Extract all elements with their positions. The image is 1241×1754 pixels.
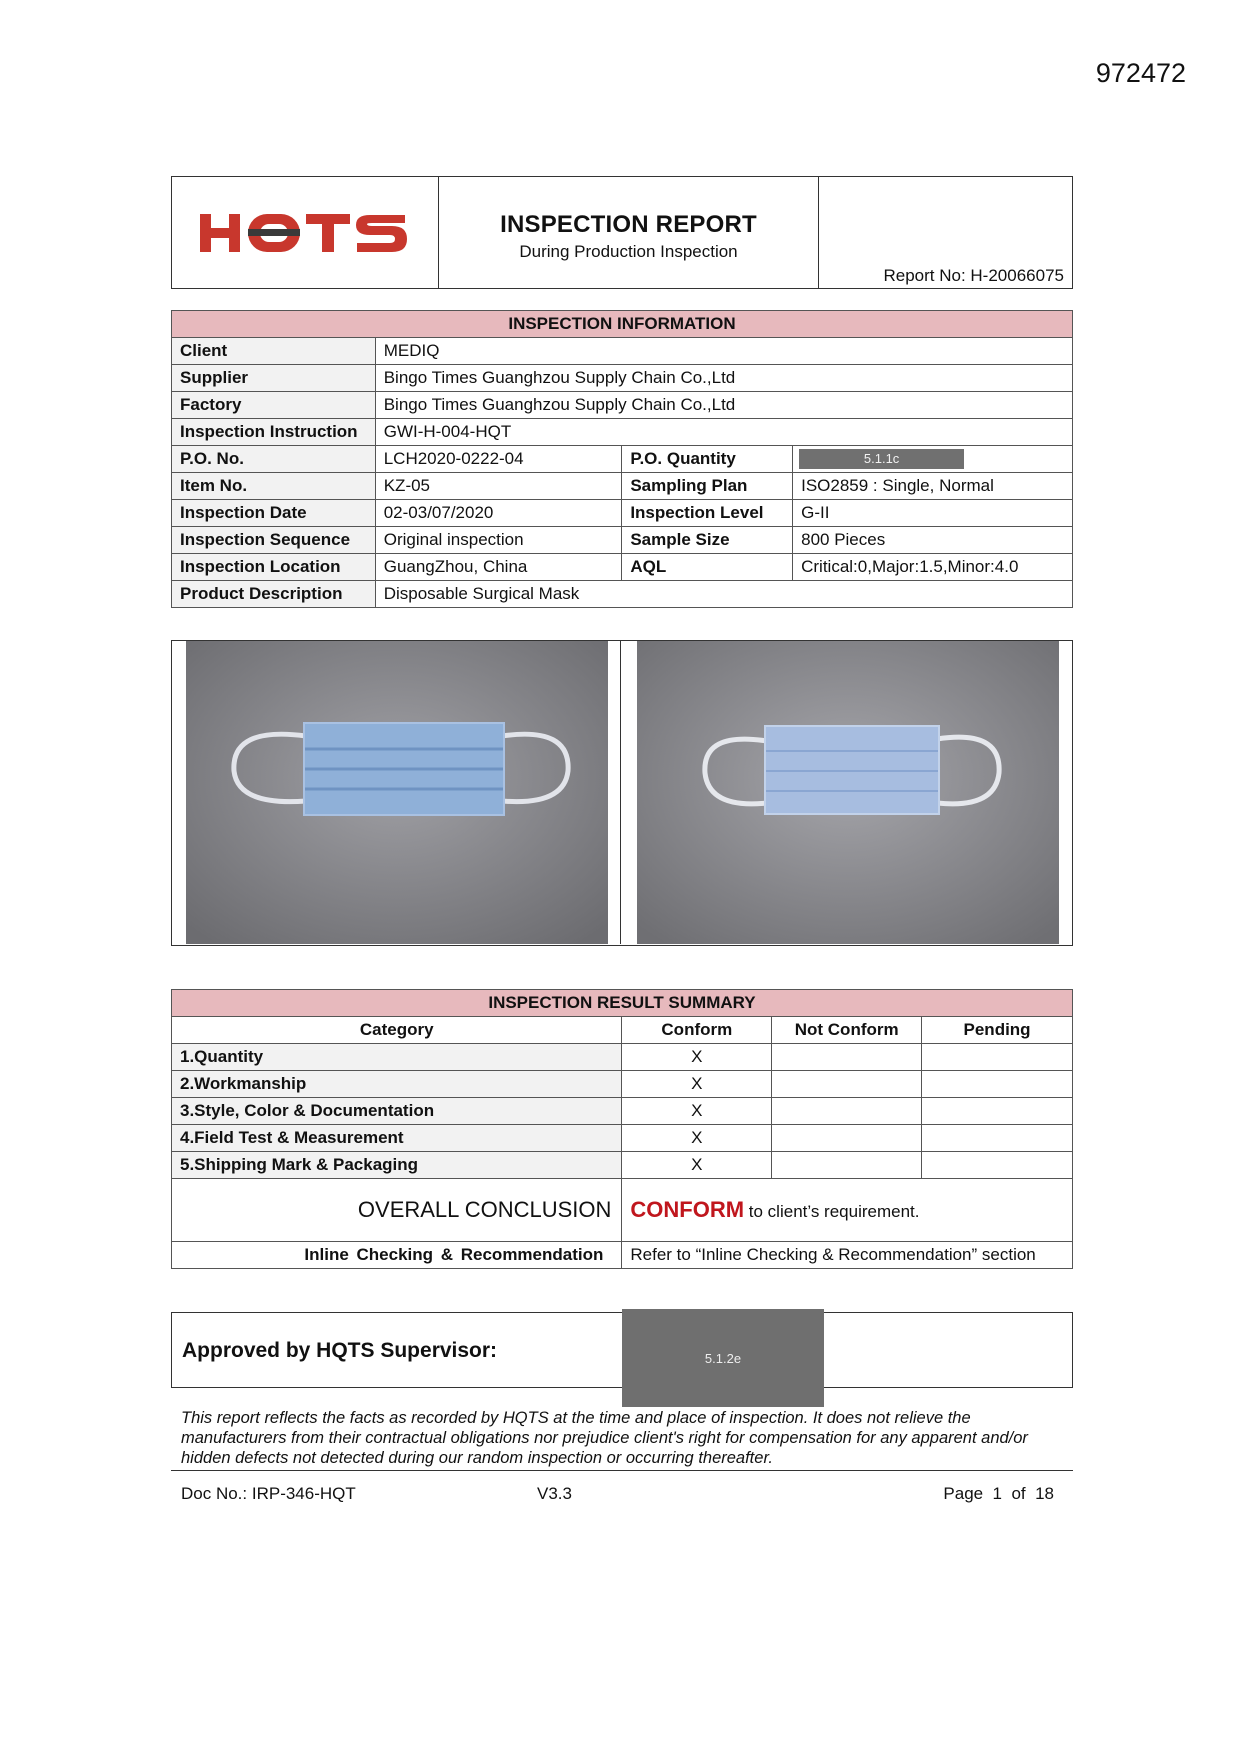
result-summary-table (171, 989, 1073, 1269)
not-conform-cell (772, 1098, 922, 1125)
result-summary-band: INSPECTION RESULT SUMMARY (172, 990, 1073, 1017)
report-number-cell (819, 177, 1072, 288)
inspection-sequence-value: Original inspection (375, 527, 622, 554)
sample-size-value: 800 Pieces (793, 527, 1073, 554)
category-cell: 5.Shipping Mark & Packaging (172, 1152, 622, 1179)
report-number: Report No: H-20066075 (883, 266, 1064, 285)
not-conform-cell (772, 1044, 922, 1071)
po-label: P.O. No. (172, 446, 376, 473)
pending-cell (922, 1044, 1073, 1071)
approval-label: Approved by HQTS Supervisor: (182, 1339, 498, 1362)
report-header (171, 176, 1073, 289)
table-row (172, 1098, 1073, 1125)
category-cell: 3.Style, Color & Documentation (172, 1098, 622, 1125)
doc-number: Doc No.: IRP-346-HQT (181, 1484, 356, 1503)
po-quantity-label: P.O. Quantity (622, 446, 793, 473)
inspection-information-table (171, 310, 1073, 608)
sampling-plan-label: Sampling Plan (622, 473, 793, 500)
product-description-label: Product Description (172, 581, 376, 608)
sample-size-label: Sample Size (622, 527, 793, 554)
overall-result-text: to client’s requirement. (748, 1202, 920, 1221)
pending-cell (922, 1152, 1073, 1179)
conform-cell: X (622, 1152, 772, 1179)
aql-label: AQL (622, 554, 793, 581)
sampling-plan-value: ISO2859 : Single, Normal (793, 473, 1073, 500)
factory-label: Factory (172, 392, 376, 419)
client-value: MEDIQ (375, 338, 1072, 365)
client-label: Client (172, 338, 376, 365)
inspection-level-label: Inspection Level (622, 500, 793, 527)
conform-cell: X (622, 1125, 772, 1152)
category-cell: 2.Workmanship (172, 1071, 622, 1098)
not-conform-cell (772, 1071, 922, 1098)
product-description-value: Disposable Surgical Mask (375, 581, 1072, 608)
inspection-level-value: G-II (793, 500, 1073, 527)
product-photos (171, 640, 1073, 946)
inspection-information-band: INSPECTION INFORMATION (172, 311, 1073, 338)
overall-conclusion-value (622, 1179, 1073, 1242)
conform-cell: X (622, 1044, 772, 1071)
pending-cell (922, 1071, 1073, 1098)
disclaimer-text: This report reflects the facts as recorded by HQTS at the time and place of inspection. It does not relieve the manufacturers from their contractual obligations nor prejudice client's right for compensation for any apparent and/or hidden defects not detected during our random inspection or occurring thereafter. (181, 1409, 1028, 1467)
footer-rule (171, 1470, 1073, 1471)
instruction-label: Inspection Instruction (172, 419, 376, 446)
page-number: Page 1 of 18 (943, 1484, 1054, 1503)
col-pending-header: Pending (922, 1017, 1073, 1044)
col-conform-header: Conform (622, 1017, 772, 1044)
inline-checking-label: Inline Checking & Recommendation (172, 1242, 622, 1269)
inspection-date-value: 02-03/07/2020 (375, 500, 622, 527)
inline-checking-value: Refer to “Inline Checking & Recommendation” section (622, 1242, 1073, 1269)
factory-value: Bingo Times Guanghzou Supply Chain Co.,Ltd (375, 392, 1072, 419)
po-quantity-cell (793, 446, 1073, 473)
table-row (172, 1044, 1073, 1071)
overall-conclusion-label: OVERALL CONCLUSION (172, 1179, 622, 1242)
not-conform-cell (772, 1125, 922, 1152)
table-row (172, 1152, 1073, 1179)
category-cell: 1.Quantity (172, 1044, 622, 1071)
photo-divider (620, 641, 621, 944)
item-label: Item No. (172, 473, 376, 500)
mask-photo-front (186, 641, 608, 944)
table-row (172, 1071, 1073, 1098)
doc-version: V3.3 (537, 1484, 572, 1503)
not-conform-cell (772, 1152, 922, 1179)
inspection-location-value: GuangZhou, China (375, 554, 622, 581)
supplier-value: Bingo Times Guanghzou Supply Chain Co.,Ltd (375, 365, 1072, 392)
mask-photo-back (637, 641, 1059, 944)
overall-result: CONFORM (630, 1197, 745, 1222)
supervisor-signature-redaction: 5.1.2e (622, 1309, 824, 1407)
inspection-location-label: Inspection Location (172, 554, 376, 581)
aql-value: Critical:0,Major:1.5,Minor:4.0 (793, 554, 1073, 581)
conform-cell: X (622, 1071, 772, 1098)
approval-box (171, 1312, 1073, 1388)
inspection-date-label: Inspection Date (172, 500, 376, 527)
instruction-value: GWI-H-004-HQT (375, 419, 1072, 446)
pending-cell (922, 1125, 1073, 1152)
table-row (172, 1125, 1073, 1152)
item-value: KZ-05 (375, 473, 622, 500)
pending-cell (922, 1098, 1073, 1125)
report-title: INSPECTION REPORT (500, 211, 757, 238)
col-not-conform-header: Not Conform (772, 1017, 922, 1044)
supplier-label: Supplier (172, 365, 376, 392)
report-subtitle: During Production Inspection (519, 242, 738, 261)
report-title-block (439, 177, 819, 288)
col-category-header: Category (172, 1017, 622, 1044)
hqts-logo-graphic (200, 208, 410, 258)
po-value: LCH2020-0222-04 (375, 446, 622, 473)
document-id: 972472 (1095, 58, 1186, 88)
category-cell: 4.Field Test & Measurement (172, 1125, 622, 1152)
inspection-sequence-label: Inspection Sequence (172, 527, 376, 554)
po-quantity-redaction: 5.1.1c (799, 449, 964, 469)
conform-cell: X (622, 1098, 772, 1125)
hqts-logo (172, 177, 439, 288)
